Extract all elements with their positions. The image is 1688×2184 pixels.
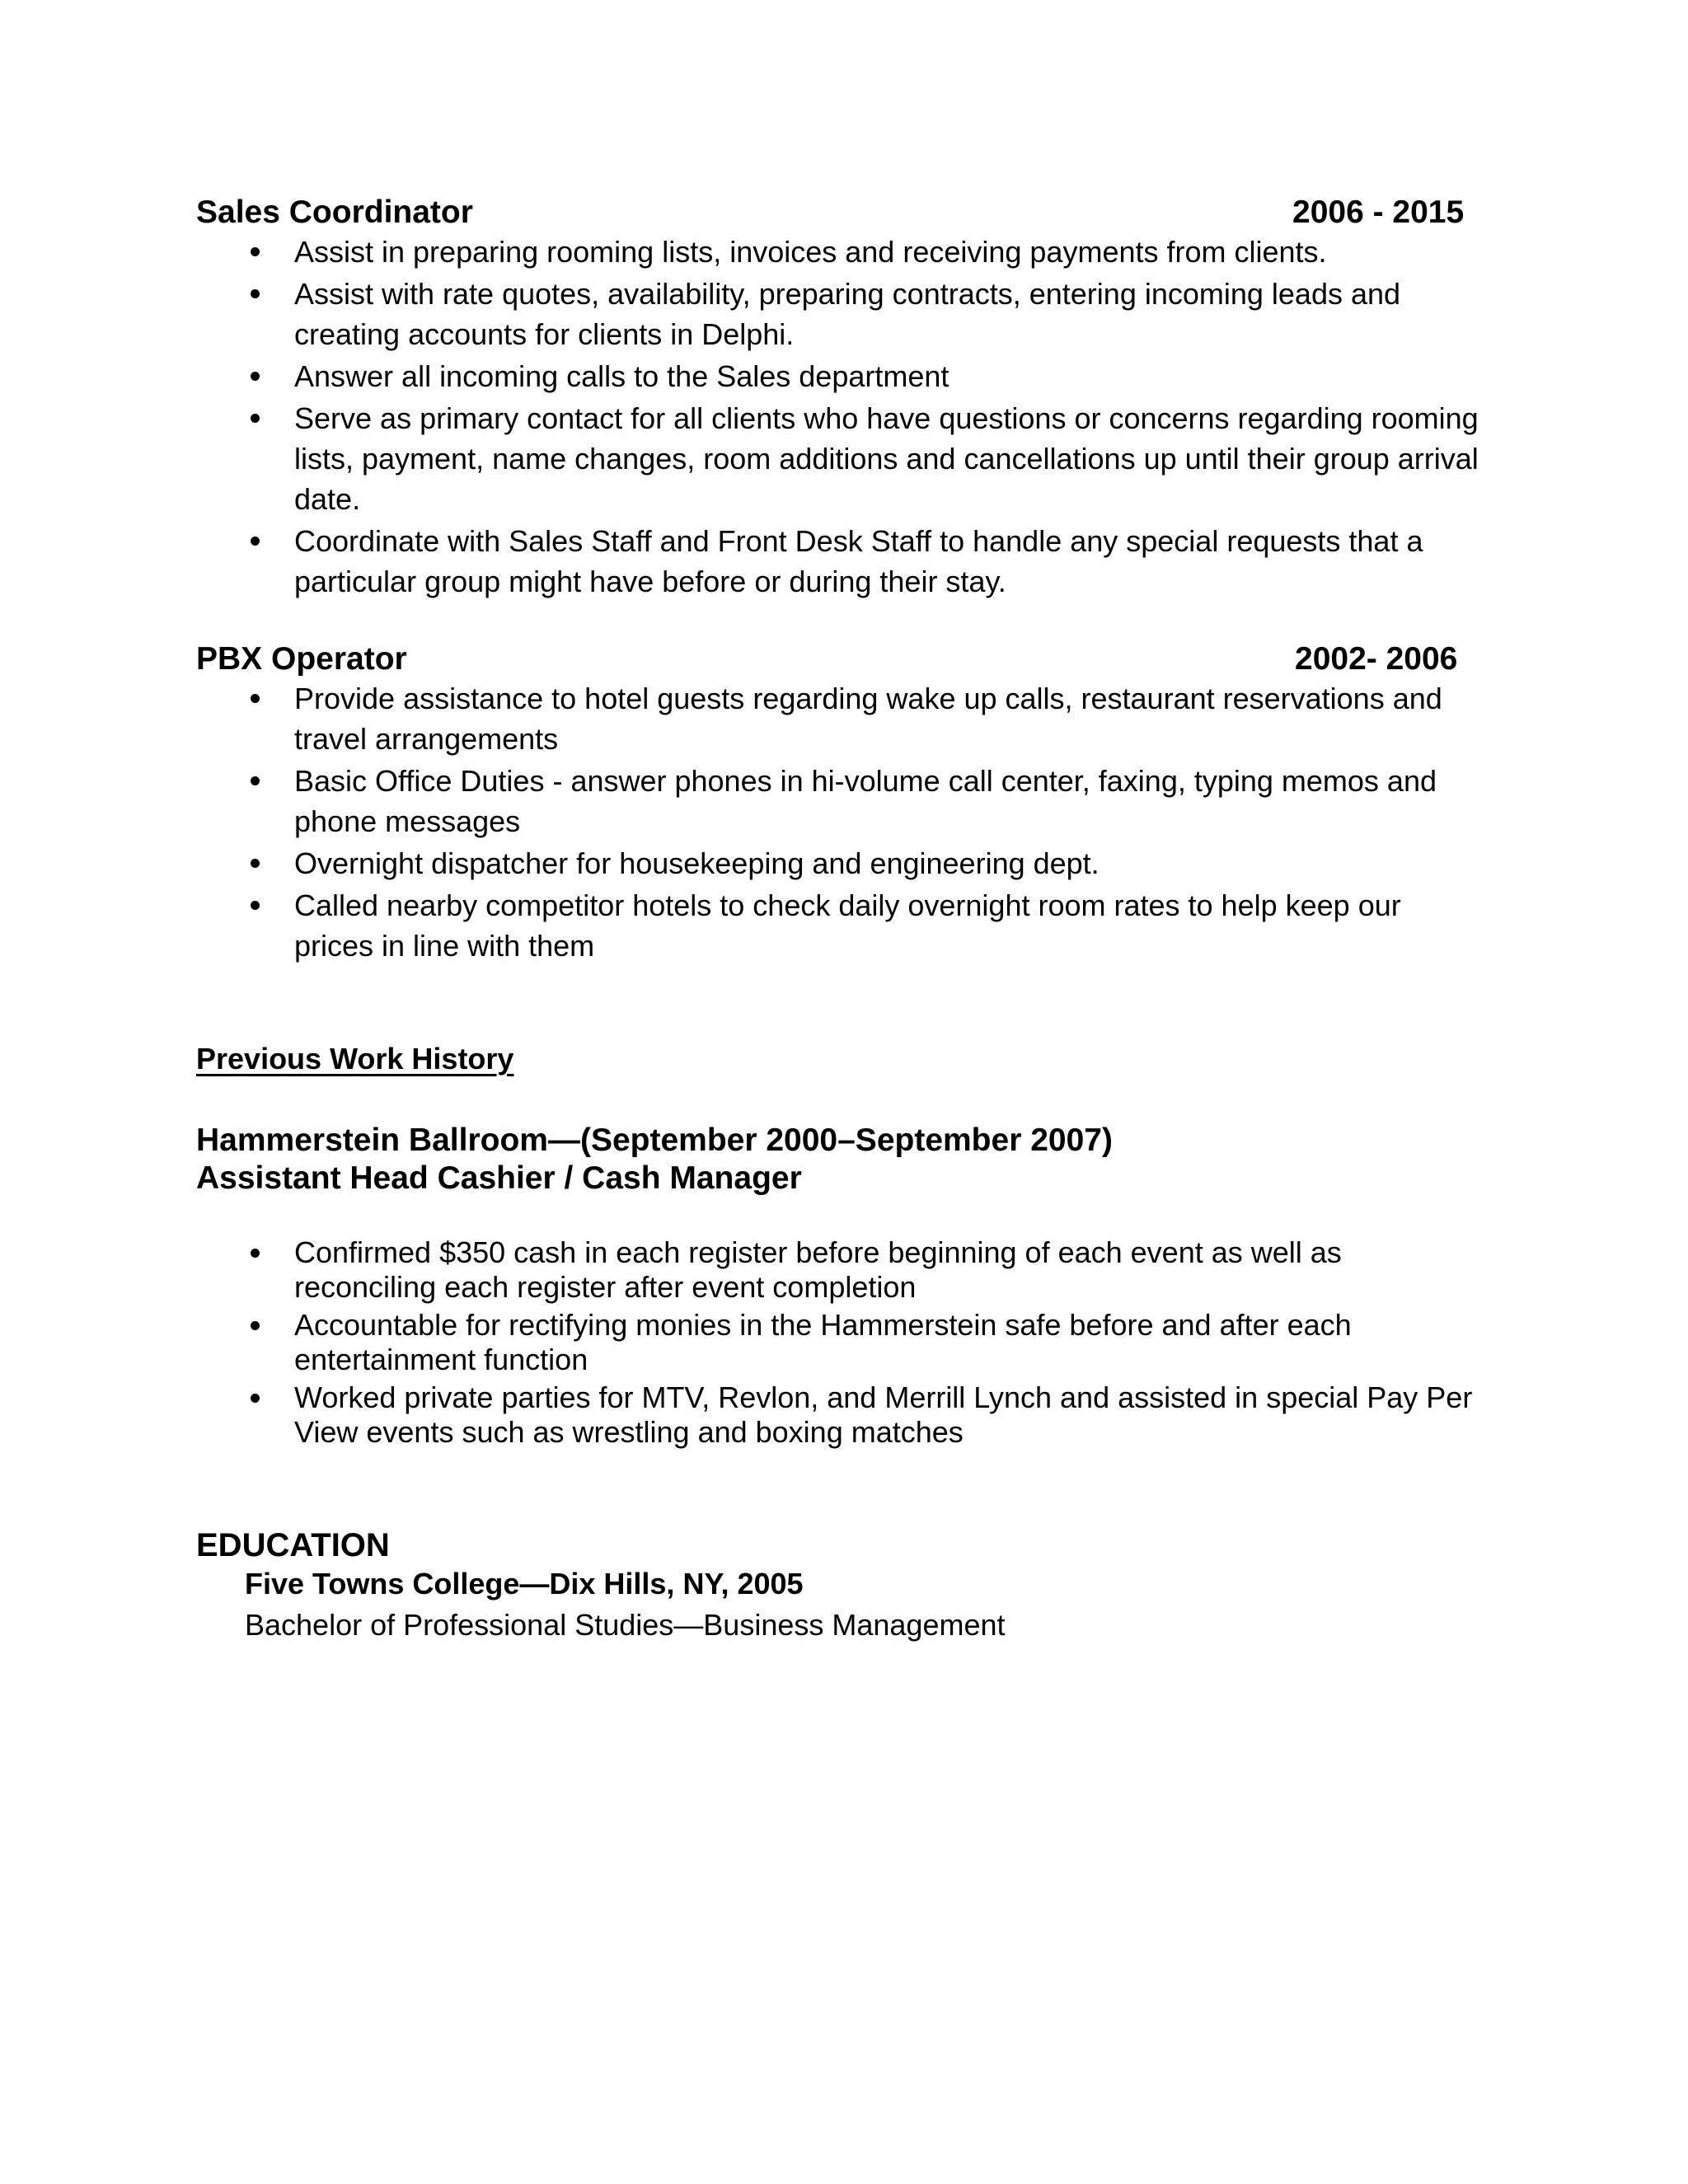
list-item: Called nearby competitor hotels to check daily overnight room rates to help keep our prices in line with them <box>294 885 1481 966</box>
job-title: Sales Coordinator <box>196 194 473 230</box>
list-item: Worked private parties for MTV, Revlon, and Merrill Lynch and assisted in special Pay Per View events such as wrestling and boxing matches <box>294 1380 1481 1450</box>
job-header-pbx-operator <box>196 639 1688 680</box>
education-heading: EDUCATION <box>196 1527 390 1563</box>
employer-line: Hammerstein Ballroom—(September 2000–September 2007) <box>196 1122 1113 1158</box>
job-title: PBX Operator <box>196 641 407 677</box>
list-item: Coordinate with Sales Staff and Front Desk Staff to handle any special requests that a particular group might have before or during their stay. <box>294 521 1481 602</box>
education-degree: Bachelor of Professional Studies—Business Management <box>245 1608 1006 1642</box>
list-item: Basic Office Duties - answer phones in hi-volume call center, faxing, typing memos and phone messages <box>294 761 1481 841</box>
job-dates: 2002- 2006 <box>1295 641 1458 677</box>
job-header-sales-coordinator <box>196 192 1688 233</box>
list-item: Provide assistance to hotel guests regarding wake up calls, restaurant reservations and travel arrangements <box>294 678 1481 759</box>
previous-work-duties <box>294 1235 1481 1453</box>
job-dates: 2006 - 2015 <box>1292 194 1465 230</box>
list-item: Assist with rate quotes, availability, preparing contracts, entering incoming leads and creating accounts for clients in Delphi. <box>294 274 1481 354</box>
job-duties-pbx-operator <box>294 678 1481 968</box>
job-duties-sales-coordinator <box>294 232 1481 603</box>
list-item: Confirmed $350 cash in each register before beginning of each event as well as reconciling each register after event completion <box>294 1235 1481 1305</box>
list-item: Accountable for rectifying monies in the Hammerstein safe before and after each entertainment function <box>294 1308 1481 1377</box>
education-school: Five Towns College—Dix Hills, NY, 2005 <box>245 1567 804 1601</box>
list-item: Serve as primary contact for all clients who have questions or concerns regarding rooming lists, payment, name changes, room additions and cancellations up until their group arrival date. <box>294 398 1481 519</box>
previous-work-history-heading: Previous Work History <box>196 1042 514 1076</box>
list-item: Overnight dispatcher for housekeeping and engineering dept. <box>294 843 1481 883</box>
list-item: Assist in preparing rooming lists, invoices and receiving payments from clients. <box>294 232 1481 272</box>
list-item: Answer all incoming calls to the Sales department <box>294 356 1481 396</box>
position-line: Assistant Head Cashier / Cash Manager <box>196 1160 802 1196</box>
